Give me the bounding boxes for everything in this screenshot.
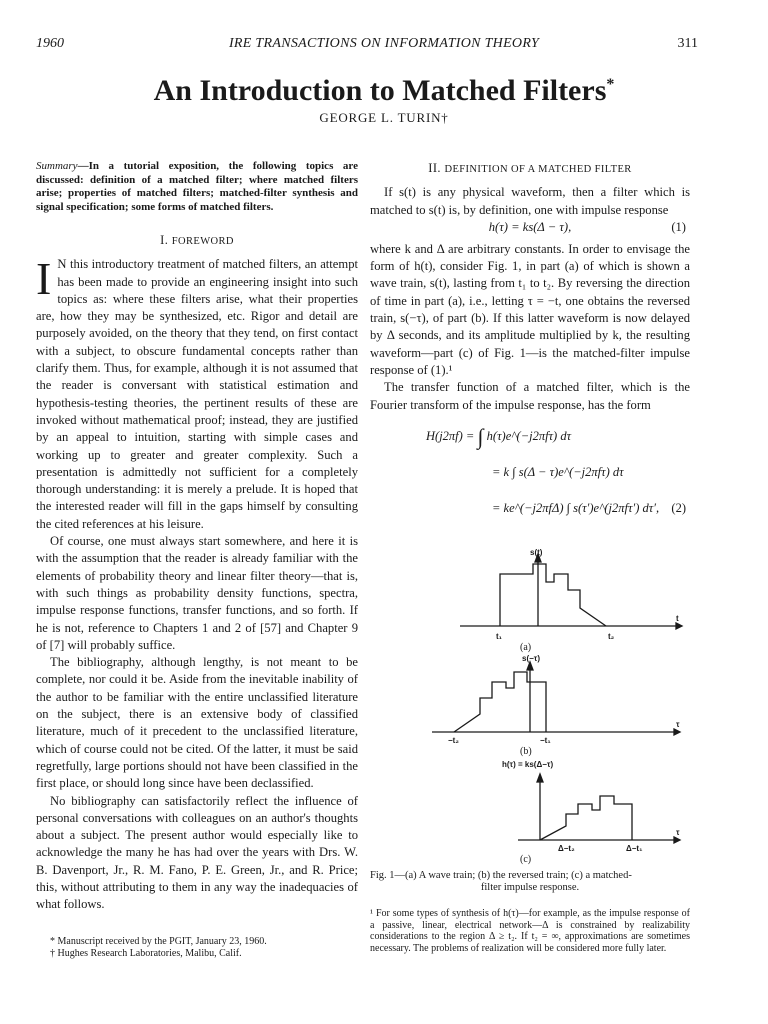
label-s-t: s(t) [530, 548, 543, 557]
wave-train-a [500, 564, 606, 626]
arrow-icon [676, 623, 682, 629]
equation-2: H(j2πf) = ∫ h(τ)e^(−j2πfτ) dτ = k ∫ s(Δ − τ)e^(−j2πfτ) dτ = ke^(−j2πfΔ) ∫ s(τ′)e^(j2πfτ′) dτ′, (2) [370, 420, 690, 534]
label-s-minus-tau: s(−τ) [522, 654, 541, 663]
label-h-tau: h(τ) = ks(Δ−τ) [502, 760, 554, 769]
label-delta-t2: Δ−t₂ [558, 844, 575, 853]
equation-number: (2) [671, 500, 686, 515]
drop-cap: I [36, 253, 52, 305]
paragraph: I N this introductory treatment of matched filters, an attempt has been made to provide an engineering insight into such topics as: where these filters arise, what their properties are, how they may be synthesized, etc. Rigor and detail are purposely avoided, on the theory that they tend, on first contact with a subject, to obscure fundamental concepts rather than clarify them. Thus, for example, although it is not assumed that the reader is conversant with statistical estimation and hypothesis-testing theories, the pertinent results of these are invoked without mathematical proof; instead, they are justified by an appeal to intuition, starting with simple cases and working up to greater and greater complexity. Such a presentation is admittedly not sufficient for a completely thorough understanding: it is merely a prelude. It is hoped that the interested reader will fill in the gaps himself by consulting the cited references at his leisure. [36, 253, 358, 531]
subfig-label-b: (b) [520, 746, 532, 757]
article-title: An Introduction to Matched Filters* [153, 74, 615, 107]
integral-sign: ∫ [477, 423, 484, 449]
label-t: t [676, 614, 679, 623]
arrow-icon [674, 729, 680, 735]
right-column [370, 160, 690, 534]
figure-caption: Fig. 1—(a) A wave train; (b) the reversed train; (c) a matched- filter impulse response. [370, 870, 632, 893]
footnote-1: ¹ For some types of synthesis of h(τ)—for example, as the impulse response of a passive, linear, electrical network—Δ is constrained by realizability considerations to the region Δ ≥ t₂. If t₂ = ∞, approximations are sometimes necessary. The problems of realization will be considered more fully later. [370, 908, 690, 954]
wave-train-b [454, 672, 546, 732]
impulse-response-c [540, 796, 632, 840]
label-minus-t1: −t₁ [540, 736, 551, 745]
equation-number: (1) [671, 219, 686, 234]
label-t2: t₂ [608, 632, 615, 641]
label-delta-t1: Δ−t₁ [626, 844, 643, 853]
footnotes-left [50, 936, 360, 960]
paragraph: The bibliography, although lengthy, is not meant to be complete, nor could it be. Aside from the inevitable inability of the author to be familiar with the entire unclassified literature on the subject, there is an extensive body of classified literature, much of it precedent to the unclassified literature, which of course could not be cited. Of the latter, it must be said regretfully, large portions should not have been classified in the first place, or should long since have been declassified. [36, 655, 358, 791]
subfig-label-c: (c) [520, 854, 532, 865]
section-heading-definition: II. DEFINITION OF A MATCHED FILTER [428, 161, 632, 175]
label-tau: τ [676, 720, 680, 729]
figure-1 [370, 542, 690, 872]
summary [36, 160, 358, 214]
left-column [36, 160, 358, 914]
running-header [0, 36, 768, 56]
author-line: GEORGE L. TURIN† [319, 110, 449, 125]
header-journal: IRE TRANSACTIONS ON INFORMATION THEORY [228, 36, 540, 51]
figure-1-plots [370, 542, 690, 872]
title-footnote-mark: * [606, 76, 615, 93]
paragraph: If s(t) is any physical waveform, then a filter which is matched to s(t) is, by definition, one with impulse response [370, 185, 690, 217]
subfig-label-a: (a) [520, 642, 532, 653]
header-year: 1960 [36, 36, 64, 51]
footnote-manuscript: * Manuscript received by the PGIT, January 23, 1960. [50, 936, 267, 947]
header-page-number: 311 [677, 36, 698, 51]
section-heading-foreword: I. FOREWORD [160, 233, 234, 247]
arrow-icon [674, 837, 680, 843]
arrow-icon [527, 662, 533, 670]
label-t1: t₁ [496, 632, 502, 641]
arrow-icon [537, 774, 543, 782]
footnote-affiliation: † Hughes Research Laboratories, Malibu, Calif. [50, 948, 242, 959]
paragraph: The transfer function of a matched filter, which is the Fourier transform of the impulse response, has the form [370, 380, 690, 412]
paragraph: where k and Δ are arbitrary constants. In order to envisage the form of h(t), consider Fig. 1, in part (a) of which is shown a wave train, s(t), lasting from t₁ to t₂. By reversing the direction of time in part (a), i.e., letting τ = −t, one obtains the reversed train, s(−τ), of part (b). If this latter waveform is now delayed by Δ seconds, and its amplitude multiplied by k, the resulting waveform—part (c) of Fig. 1—is the matched-filter impulse response of (1).¹ [370, 241, 690, 377]
summary-lead: Summary [36, 160, 78, 172]
paragraph: No bibliography can satisfactorily reflect the influence of personal conversations with colleagues on an author's thoughts about a subject. The present author would especially like to acknowledge the many he has had over the years with Drs. W. B. Davenport, Jr., R. M. Fano, P. E. Green, Jr., and R. Price; this, without attributing to them in any way the inadequacies of what follows. [36, 793, 358, 912]
equation-1: h(τ) = ks(Δ − τ), (1) [370, 219, 690, 241]
paragraph: Of course, one must always start somewhere, and here it is with the assumption that the reader is already familiar with the elements of probability theory and linear filter theory—that is, with such things as probability density functions, spectra, impulse response functions, transfer functions, and so forth. If he is not, reference to Chapters 1 and 2 of [57] and Chapter 9 of [7] will probably suffice. [36, 534, 358, 652]
label-tau-c: τ [676, 828, 680, 837]
label-minus-t2: −t₂ [448, 736, 459, 745]
summary-text: —In a tutorial exposition, the following topics are discussed: definition of a matched filter; where matched filters arise; properties of matched filters; matched-filter synthesis and signal specification; some forms of matched filters. [36, 160, 358, 213]
